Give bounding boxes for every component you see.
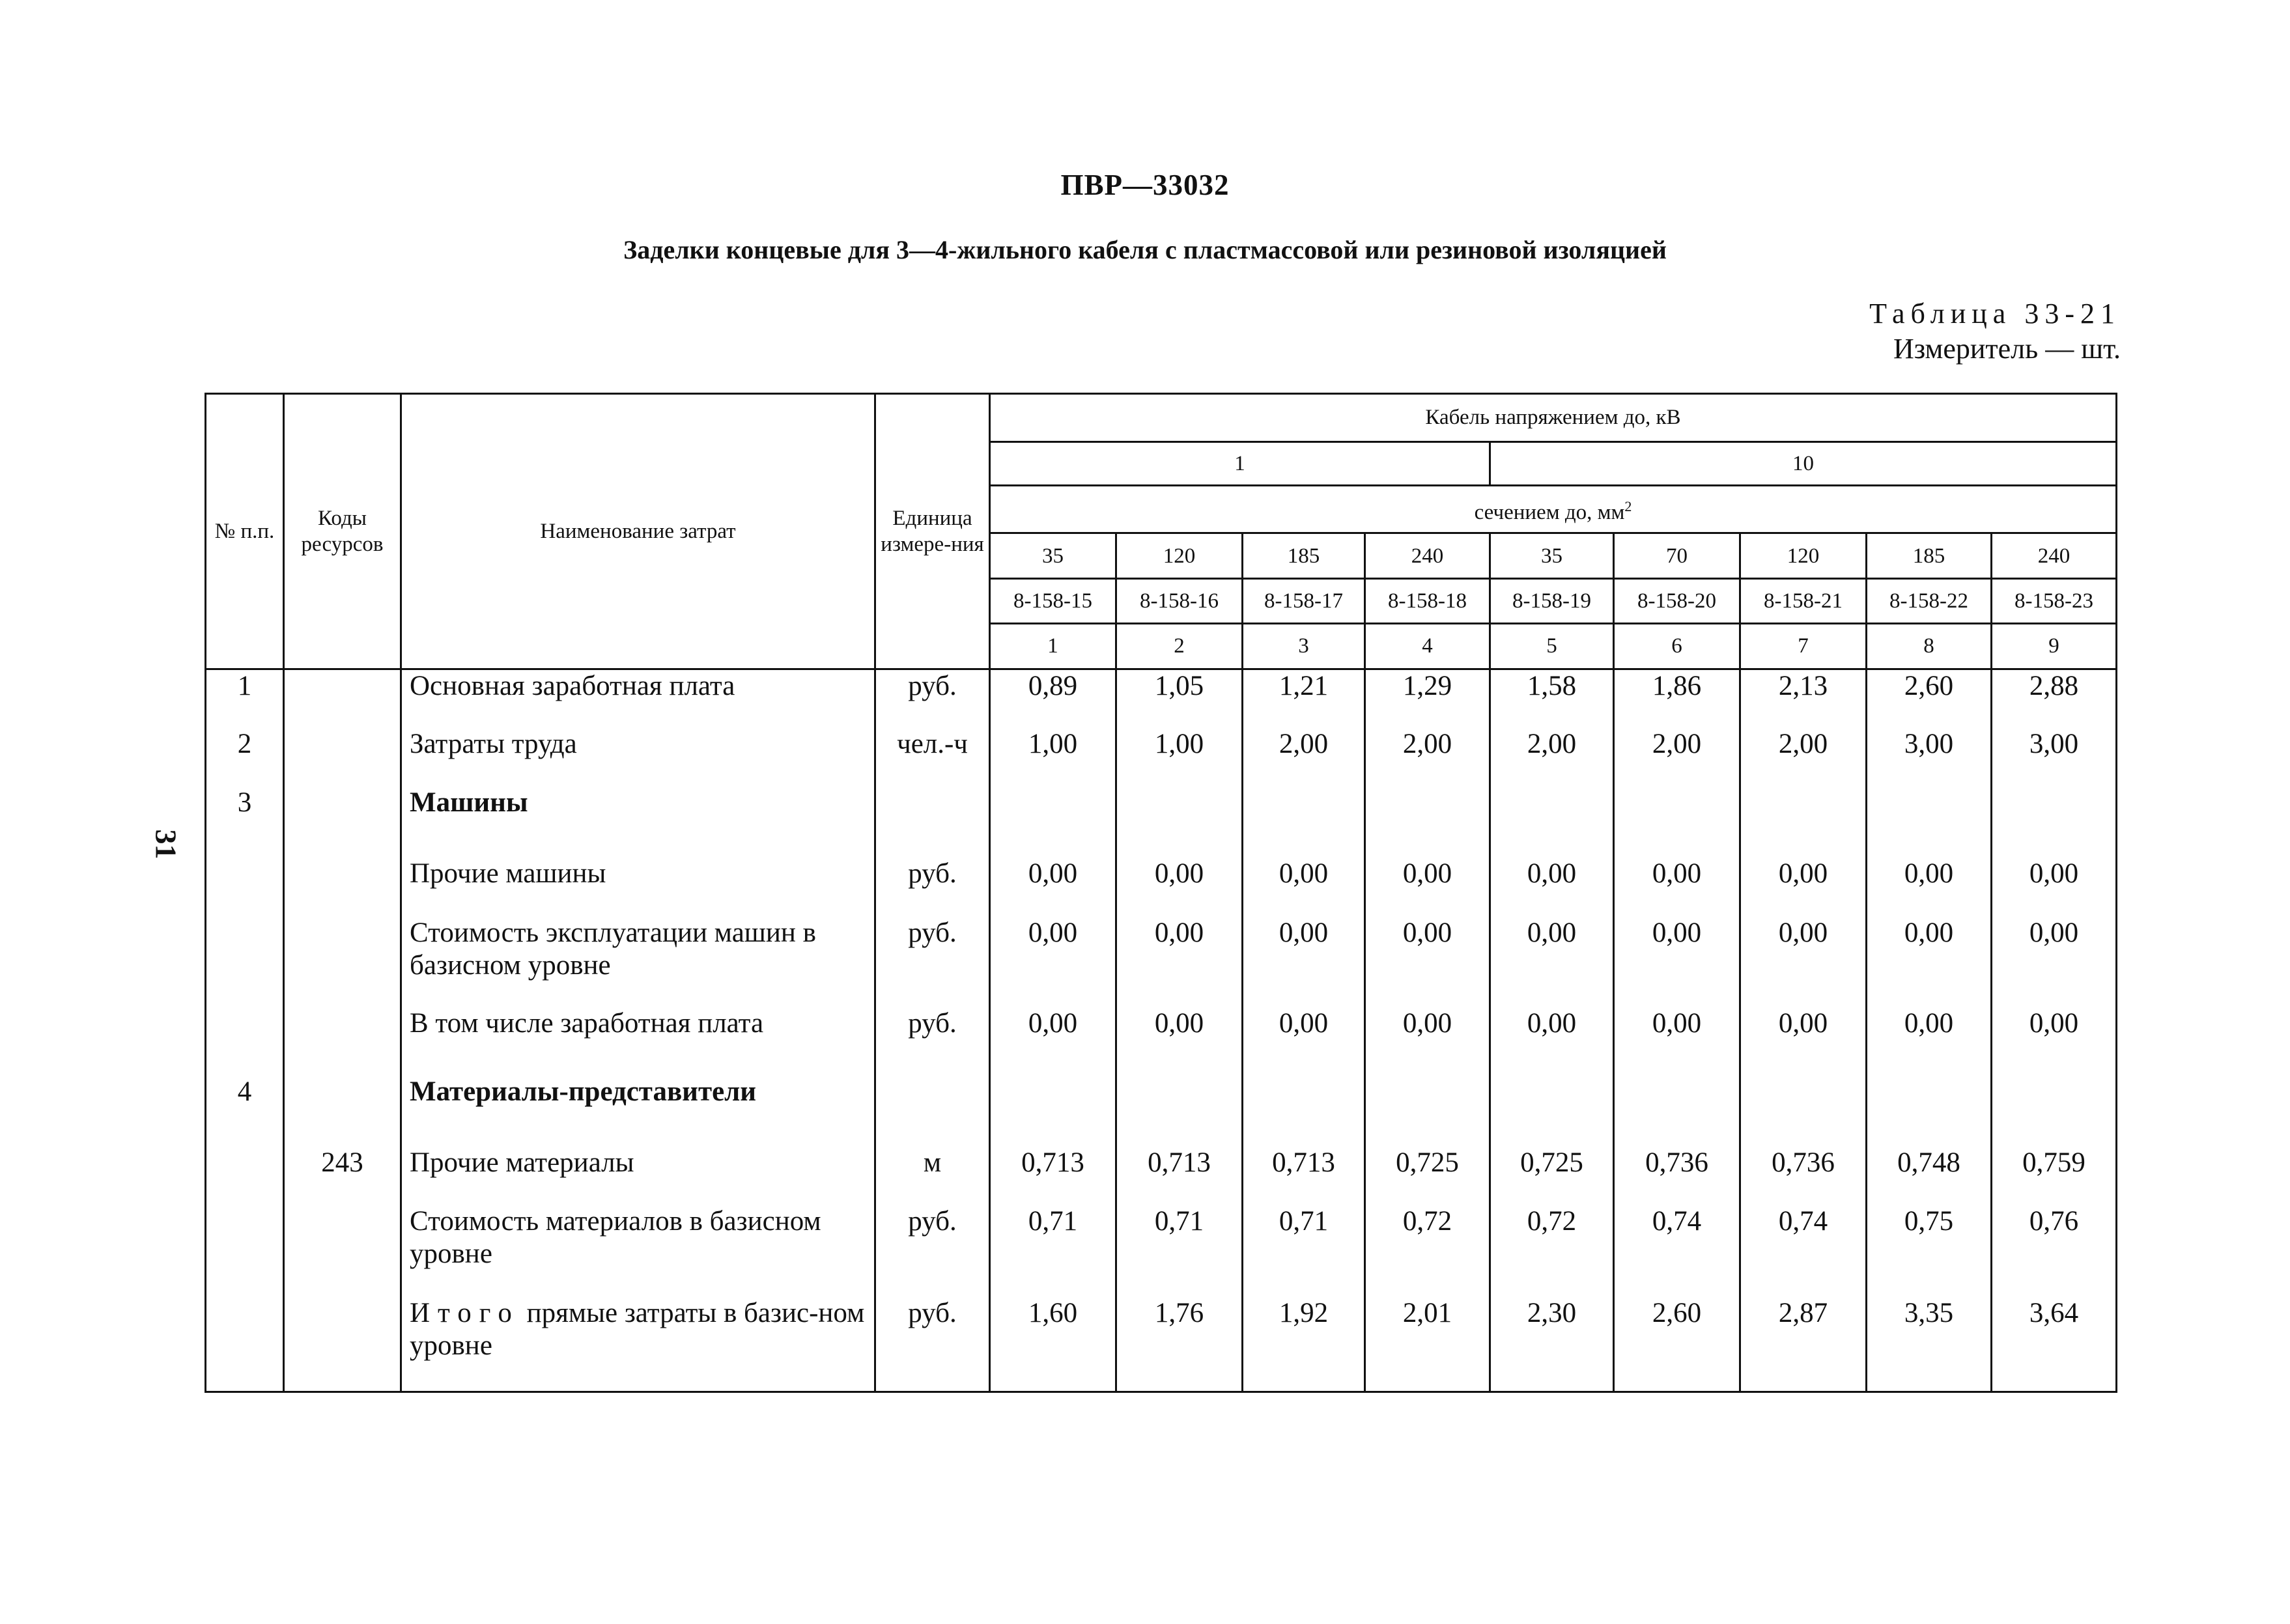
value-cell: 0,74 xyxy=(1614,1205,1740,1297)
value-cell: 1,05 xyxy=(1116,669,1243,727)
row-number xyxy=(206,1007,284,1076)
resource-code xyxy=(284,917,401,1007)
value-cell: 3,35 xyxy=(1867,1297,1992,1392)
value-cell xyxy=(1490,1076,1614,1147)
cost-name xyxy=(401,1297,875,1392)
value-cell: 0,713 xyxy=(1116,1147,1243,1205)
unit: чел.-ч xyxy=(875,728,990,787)
cost-table xyxy=(205,393,2117,1393)
header-voltage-1: 1 xyxy=(990,441,1490,485)
value-cell xyxy=(1740,787,1867,858)
table-row xyxy=(206,669,2117,727)
value-cell xyxy=(1365,1076,1490,1147)
table-row xyxy=(206,1007,2117,1076)
resource-code xyxy=(284,728,401,787)
value-cell: 0,00 xyxy=(1490,1007,1614,1076)
cost-name: В том числе заработная плата xyxy=(401,1007,875,1076)
header-code: 8-158-15 xyxy=(990,578,1116,623)
table-row xyxy=(206,858,2117,916)
resource-code xyxy=(284,1007,401,1076)
cost-name: Основная заработная плата xyxy=(401,669,875,727)
header-section-value: 120 xyxy=(1740,533,1867,578)
row-number xyxy=(206,858,284,916)
value-cell: 0,76 xyxy=(1992,1205,2117,1297)
value-cell: 2,00 xyxy=(1740,728,1867,787)
header-unit: Единица измере-ния xyxy=(875,394,990,669)
value-cell: 0,00 xyxy=(1867,858,1992,916)
header-section-value: 35 xyxy=(990,533,1116,578)
value-cell: 0,00 xyxy=(1365,1007,1490,1076)
cost-name: Стоимость эксплуатации машин в базисном уровне xyxy=(401,917,875,1007)
value-cell: 0,00 xyxy=(1867,1007,1992,1076)
value-cell: 1,29 xyxy=(1365,669,1490,727)
header-section-value: 35 xyxy=(1490,533,1614,578)
value-cell: 0,00 xyxy=(1740,858,1867,916)
resource-code xyxy=(284,787,401,858)
resource-code xyxy=(284,1297,401,1392)
resource-code xyxy=(284,1205,401,1297)
value-cell: 0,00 xyxy=(1992,1007,2117,1076)
value-cell: 1,00 xyxy=(1116,728,1243,787)
value-cell: 2,60 xyxy=(1867,669,1992,727)
header-col-number: 3 xyxy=(1243,624,1365,669)
table-row xyxy=(206,1205,2117,1297)
value-cell xyxy=(1740,1076,1867,1147)
table-row xyxy=(206,1076,2117,1147)
value-cell: 0,72 xyxy=(1365,1205,1490,1297)
value-cell: 0,736 xyxy=(1614,1147,1740,1205)
header-col-number: 7 xyxy=(1740,624,1867,669)
meter-unit: Измеритель — шт. xyxy=(1893,333,2121,365)
value-cell: 0,71 xyxy=(1116,1205,1243,1297)
value-cell: 2,00 xyxy=(1490,728,1614,787)
header-code: 8-158-20 xyxy=(1614,578,1740,623)
value-cell xyxy=(1490,787,1614,858)
header-codes: Коды ресурсов xyxy=(284,394,401,669)
cost-name: Машины xyxy=(401,787,875,858)
value-cell: 0,725 xyxy=(1490,1147,1614,1205)
value-cell: 1,58 xyxy=(1490,669,1614,727)
value-cell: 0,00 xyxy=(1243,858,1365,916)
cost-name: Затраты труда xyxy=(401,728,875,787)
cost-name: Материалы-представители xyxy=(401,1076,875,1147)
header-code: 8-158-22 xyxy=(1867,578,1992,623)
value-cell xyxy=(1614,787,1740,858)
header-section xyxy=(990,485,2117,533)
unit: руб. xyxy=(875,1007,990,1076)
value-cell: 0,74 xyxy=(1740,1205,1867,1297)
value-cell: 0,00 xyxy=(1243,1007,1365,1076)
value-cell: 0,00 xyxy=(1116,1007,1243,1076)
value-cell: 0,00 xyxy=(990,1007,1116,1076)
value-cell: 2,30 xyxy=(1490,1297,1614,1392)
table-row xyxy=(206,728,2117,787)
value-cell: 1,92 xyxy=(1243,1297,1365,1392)
value-cell: 0,00 xyxy=(1992,917,2117,1007)
value-cell: 0,00 xyxy=(1740,1007,1867,1076)
row-number xyxy=(206,1205,284,1297)
header-col-number: 1 xyxy=(990,624,1116,669)
value-cell: 2,87 xyxy=(1740,1297,1867,1392)
value-cell xyxy=(990,1076,1116,1147)
unit: руб. xyxy=(875,917,990,1007)
unit: руб. xyxy=(875,1297,990,1392)
value-cell: 1,60 xyxy=(990,1297,1116,1392)
header-section-value: 240 xyxy=(1365,533,1490,578)
value-cell xyxy=(1243,787,1365,858)
value-cell: 0,00 xyxy=(1490,917,1614,1007)
value-cell: 0,00 xyxy=(990,917,1116,1007)
page-number: 31 xyxy=(149,829,183,860)
value-cell: 0,89 xyxy=(990,669,1116,727)
value-cell: 1,86 xyxy=(1614,669,1740,727)
header-section-value: 240 xyxy=(1992,533,2117,578)
value-cell: 0,00 xyxy=(1614,1007,1740,1076)
table-label: Таблица 33-21 xyxy=(1869,298,2121,329)
row-number xyxy=(206,917,284,1007)
value-cell: 0,00 xyxy=(1614,858,1740,916)
header-code: 8-158-23 xyxy=(1992,578,2117,623)
value-cell: 0,00 xyxy=(1116,917,1243,1007)
value-cell xyxy=(1116,1076,1243,1147)
header-col-number: 9 xyxy=(1992,624,2117,669)
document-code: ПВР—33032 xyxy=(1060,169,1230,201)
value-cell: 1,76 xyxy=(1116,1297,1243,1392)
section-label: сечением до, мм xyxy=(1474,500,1625,524)
value-cell: 0,736 xyxy=(1740,1147,1867,1205)
value-cell: 0,725 xyxy=(1365,1147,1490,1205)
value-cell: 0,748 xyxy=(1867,1147,1992,1205)
value-cell: 0,75 xyxy=(1867,1205,1992,1297)
header-no: № п.п. xyxy=(206,394,284,669)
value-cell: 2,13 xyxy=(1740,669,1867,727)
header-col-number: 6 xyxy=(1614,624,1740,669)
resource-code: 243 xyxy=(284,1147,401,1205)
table-row xyxy=(206,787,2117,858)
value-cell: 1,00 xyxy=(990,728,1116,787)
unit xyxy=(875,787,990,858)
header-section-value: 70 xyxy=(1614,533,1740,578)
header-section-value: 185 xyxy=(1243,533,1365,578)
value-cell: 0,759 xyxy=(1992,1147,2117,1205)
value-cell: 0,00 xyxy=(1365,917,1490,1007)
value-cell: 0,00 xyxy=(1992,858,2117,916)
value-cell xyxy=(1116,787,1243,858)
header-section-value: 120 xyxy=(1116,533,1243,578)
header-name: Наименование затрат xyxy=(401,394,875,669)
value-cell: 2,88 xyxy=(1992,669,2117,727)
value-cell: 0,71 xyxy=(1243,1205,1365,1297)
value-cell: 2,00 xyxy=(1365,728,1490,787)
value-cell: 0,00 xyxy=(1116,858,1243,916)
value-cell xyxy=(1365,787,1490,858)
header-code: 8-158-16 xyxy=(1116,578,1243,623)
cost-name-text: прямые затраты в базис-ном уровне xyxy=(410,1298,865,1362)
value-cell: 0,00 xyxy=(1490,858,1614,916)
row-number xyxy=(206,1147,284,1205)
unit: руб. xyxy=(875,1205,990,1297)
unit: м xyxy=(875,1147,990,1205)
header-code: 8-158-21 xyxy=(1740,578,1867,623)
value-cell: 0,00 xyxy=(1365,858,1490,916)
cost-name: Стоимость материалов в базисном уровне xyxy=(401,1205,875,1297)
value-cell: 0,713 xyxy=(990,1147,1116,1205)
header-code: 8-158-17 xyxy=(1243,578,1365,623)
value-cell xyxy=(1867,1076,1992,1147)
table-row xyxy=(206,917,2117,1007)
cost-name: Прочие машины xyxy=(401,858,875,916)
header-col-number: 4 xyxy=(1365,624,1490,669)
value-cell: 2,00 xyxy=(1243,728,1365,787)
row-number xyxy=(206,1297,284,1392)
resource-code xyxy=(284,669,401,727)
header-col-number: 5 xyxy=(1490,624,1614,669)
value-cell xyxy=(1614,1076,1740,1147)
row-number: 3 xyxy=(206,787,284,858)
value-cell: 2,60 xyxy=(1614,1297,1740,1392)
value-cell xyxy=(1243,1076,1365,1147)
header-voltage-10: 10 xyxy=(1490,441,2117,485)
header-voltage: Кабель напряжением до, кВ xyxy=(990,394,2117,442)
value-cell: 0,71 xyxy=(990,1205,1116,1297)
value-cell: 3,64 xyxy=(1992,1297,2117,1392)
row-number: 2 xyxy=(206,728,284,787)
header-code: 8-158-19 xyxy=(1490,578,1614,623)
value-cell: 3,00 xyxy=(1992,728,2117,787)
value-cell xyxy=(1867,787,1992,858)
row-number: 1 xyxy=(206,669,284,727)
cost-name-spaced: Итого xyxy=(410,1298,520,1329)
value-cell xyxy=(1992,787,2117,858)
resource-code xyxy=(284,1076,401,1147)
value-cell: 0,72 xyxy=(1490,1205,1614,1297)
value-cell: 0,00 xyxy=(1740,917,1867,1007)
value-cell: 0,713 xyxy=(1243,1147,1365,1205)
value-cell: 0,00 xyxy=(1243,917,1365,1007)
unit: руб. xyxy=(875,858,990,916)
cost-name: Прочие материалы xyxy=(401,1147,875,1205)
resource-code xyxy=(284,858,401,916)
document-title: Заделки концевые для 3—4-жильного кабеля с пластмассовой или резиновой изоляцией xyxy=(623,235,1667,264)
value-cell: 1,21 xyxy=(1243,669,1365,727)
header-section-value: 185 xyxy=(1867,533,1992,578)
header-col-number: 2 xyxy=(1116,624,1243,669)
table-row xyxy=(206,1297,2117,1392)
value-cell: 0,00 xyxy=(990,858,1116,916)
value-cell: 0,00 xyxy=(1614,917,1740,1007)
row-number: 4 xyxy=(206,1076,284,1147)
table-row xyxy=(206,1147,2117,1205)
value-cell: 2,00 xyxy=(1614,728,1740,787)
value-cell: 0,00 xyxy=(1867,917,1992,1007)
value-cell xyxy=(990,787,1116,858)
value-cell xyxy=(1992,1076,2117,1147)
unit: руб. xyxy=(875,669,990,727)
unit xyxy=(875,1076,990,1147)
header-col-number: 8 xyxy=(1867,624,1992,669)
value-cell: 3,00 xyxy=(1867,728,1992,787)
header-code: 8-158-18 xyxy=(1365,578,1490,623)
value-cell: 2,01 xyxy=(1365,1297,1490,1392)
section-superscript: 2 xyxy=(1624,497,1632,514)
